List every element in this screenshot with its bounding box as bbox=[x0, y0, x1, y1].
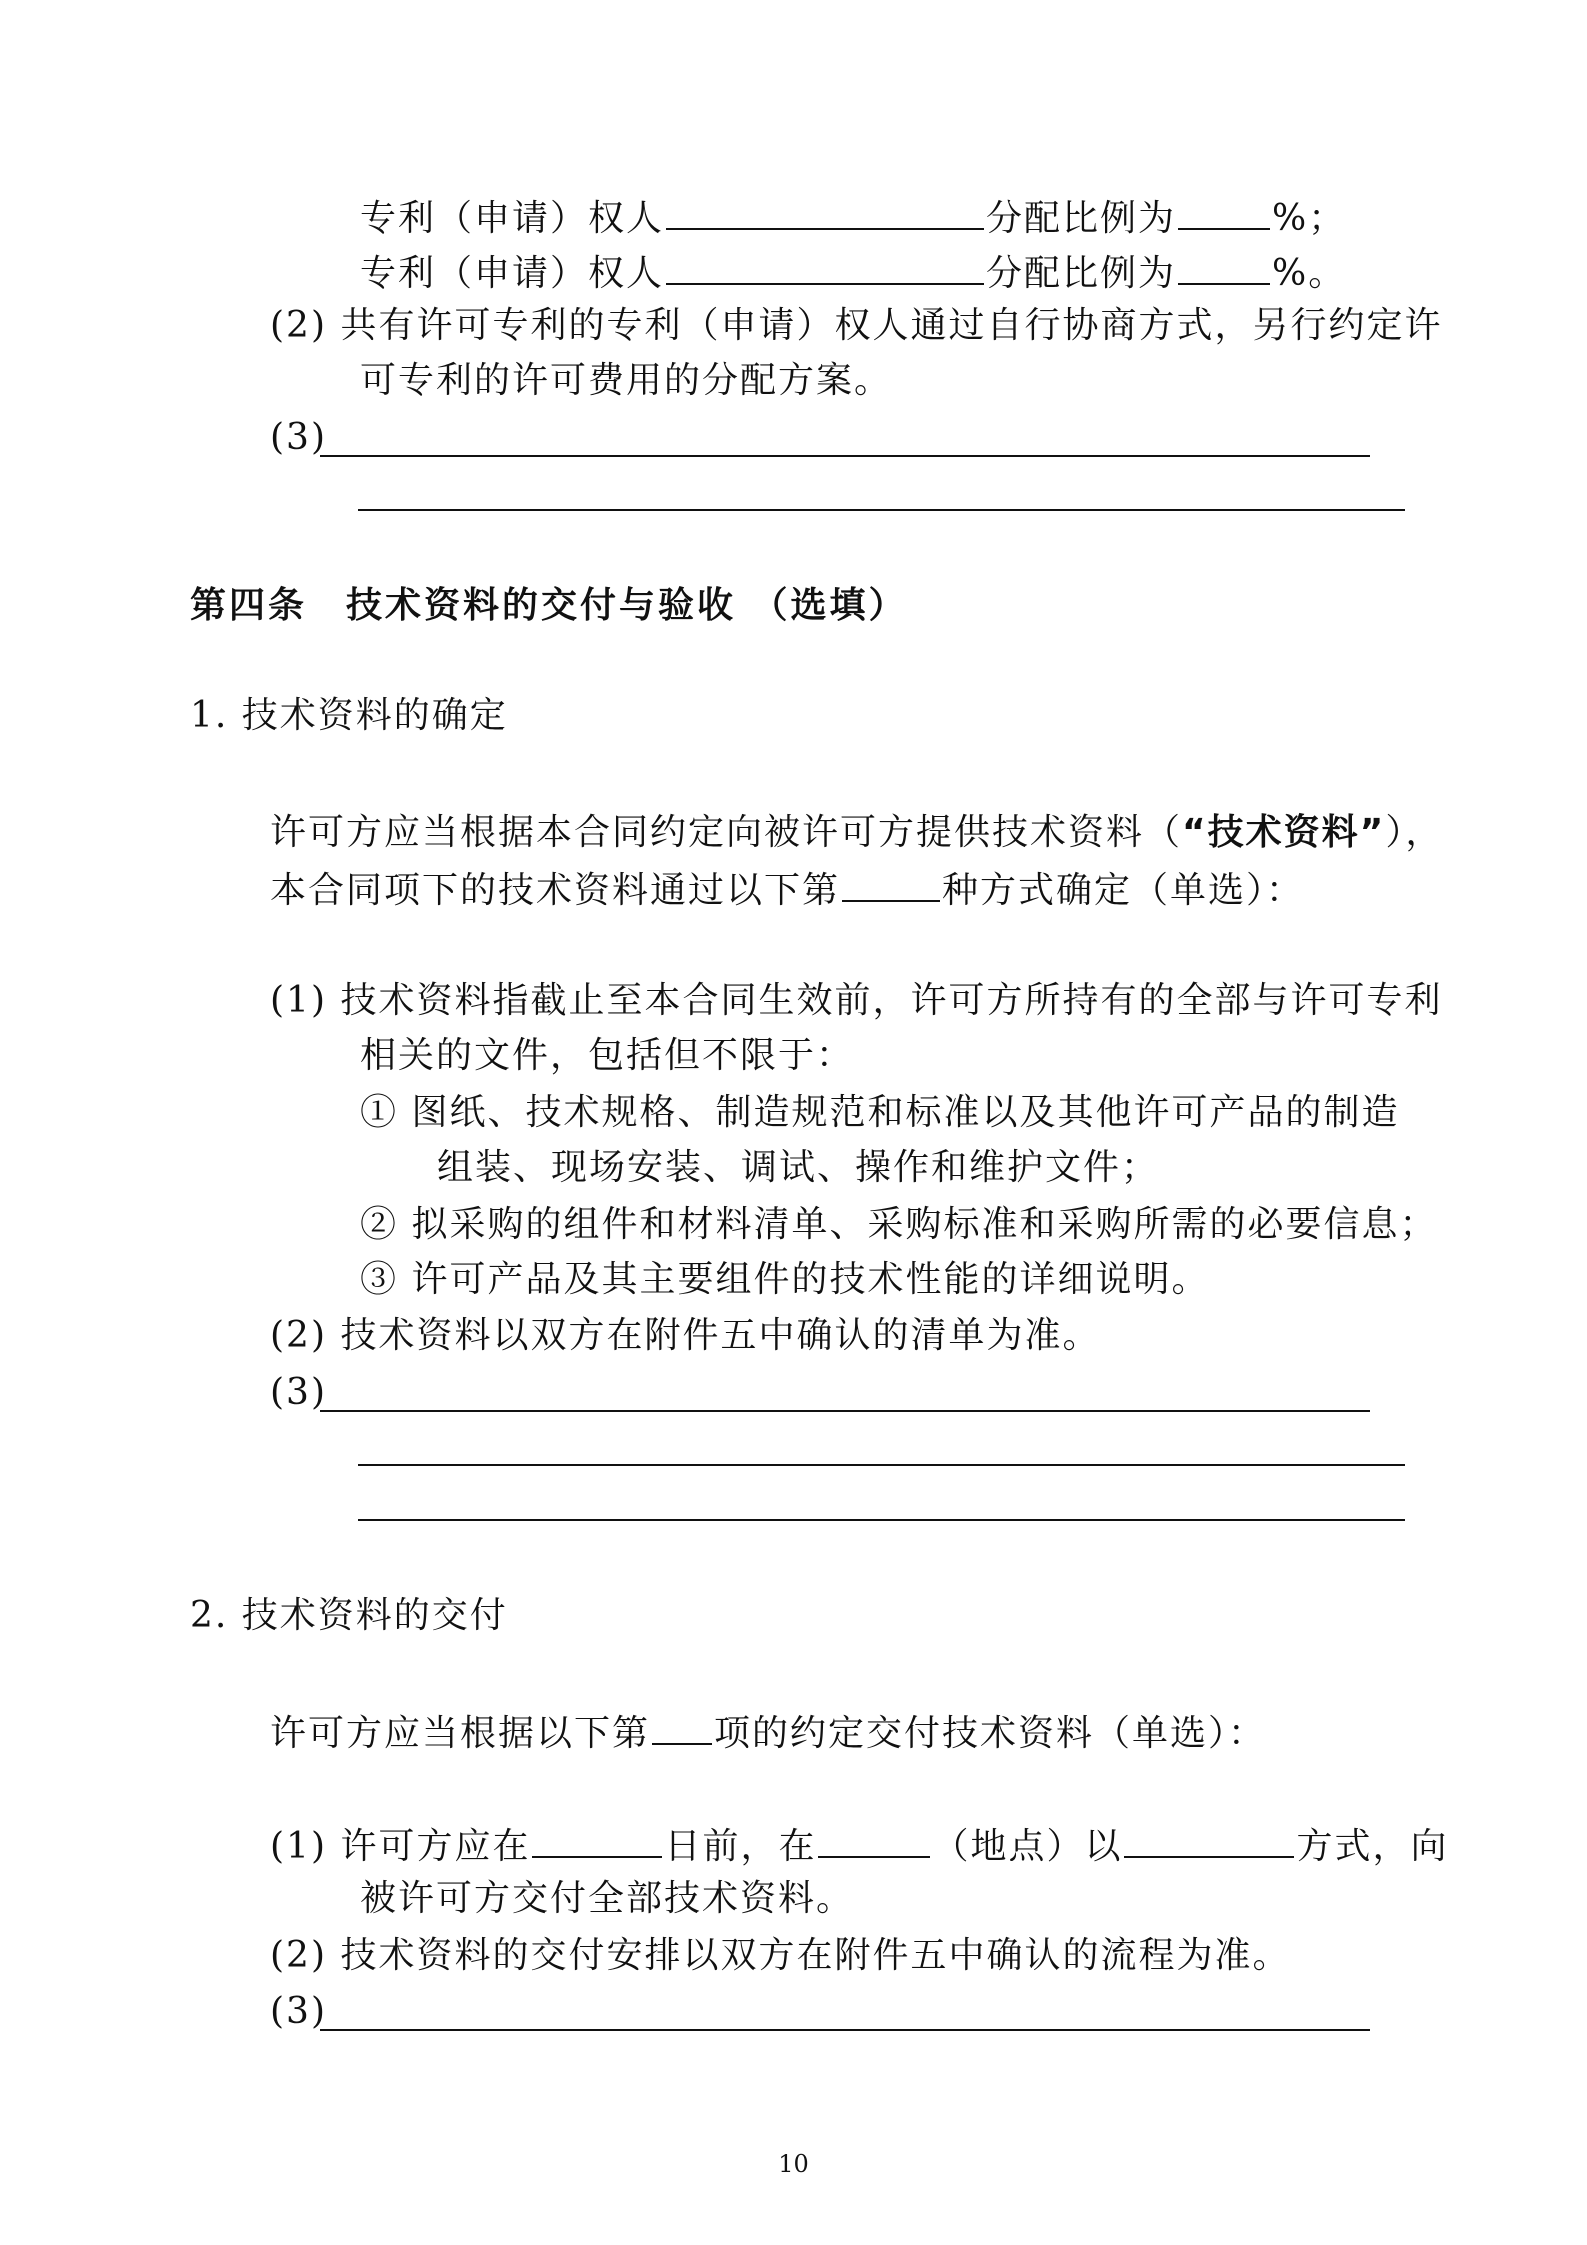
sec1-item3-blank-2[interactable] bbox=[358, 1464, 1405, 1466]
sec1-item2: (2) 技术资料以双方在附件五中确认的清单为准。 bbox=[270, 1315, 1101, 1356]
sec2-item1-line1 bbox=[270, 1818, 1449, 1870]
ratio-label: 分配比例为 bbox=[986, 198, 1177, 239]
date-blank[interactable] bbox=[532, 1818, 662, 1858]
holder-label: 专利（申请）权人 bbox=[360, 198, 665, 239]
top-item2-line1: (2) 共有许可专利的专利（申请）权人通过自行协商方式，另行约定许 bbox=[270, 305, 1443, 346]
location-blank[interactable] bbox=[818, 1818, 930, 1858]
intro-text: 种方式确定（单选）： bbox=[942, 870, 1305, 911]
top-item3-label: (3) bbox=[270, 417, 327, 458]
article4-title: 第四条 技术资料的交付与验收 （选填） bbox=[190, 585, 908, 626]
sec1-item3-blank-1[interactable] bbox=[320, 1410, 1370, 1412]
intro-text: 许可方应当根据以下第 bbox=[270, 1713, 651, 1754]
sec1-intro-line1 bbox=[270, 807, 1443, 859]
top-item3-blank-2[interactable] bbox=[358, 509, 1405, 511]
sec1-item1-line1: (1) 技术资料指截止至本合同生效前，许可方所持有的全部与许可专利 bbox=[270, 980, 1443, 1021]
defined-term: “技术资料” bbox=[1182, 812, 1386, 853]
item-text: 方式，向 bbox=[1296, 1826, 1449, 1867]
sec1-item3-label: (3) bbox=[270, 1372, 327, 1413]
sec1-sub1-line2: 组装、现场安装、调试、操作和维护文件； bbox=[437, 1147, 1160, 1188]
top-item2-line2: 可专利的许可费用的分配方案。 bbox=[360, 360, 893, 401]
method-blank[interactable] bbox=[1124, 1818, 1294, 1858]
percent-end: %。 bbox=[1272, 253, 1347, 294]
holder-line-2 bbox=[360, 245, 1346, 297]
ratio-label: 分配比例为 bbox=[986, 253, 1177, 294]
sec2-item3-blank-1[interactable] bbox=[320, 2029, 1370, 2031]
ratio-blank[interactable] bbox=[1178, 245, 1270, 285]
item-text: 日前，在 bbox=[664, 1826, 817, 1867]
sec1-sub1-line1: ① 图纸、技术规格、制造规范和标准以及其他许可产品的制造 bbox=[360, 1092, 1400, 1133]
ratio-blank[interactable] bbox=[1178, 190, 1270, 230]
sec2-item3-label: (3) bbox=[270, 1991, 327, 2032]
sec1-sub2: ② 拟采购的组件和材料清单、采购标准和采购所需的必要信息； bbox=[360, 1204, 1438, 1245]
top-item3-blank-1[interactable] bbox=[320, 455, 1370, 457]
item-choice-blank[interactable] bbox=[652, 1705, 712, 1745]
page-number: 10 bbox=[778, 2150, 809, 2178]
sec1-item1-line2: 相关的文件，包括但不限于： bbox=[360, 1035, 855, 1076]
sec2-item1-line2: 被许可方交付全部技术资料。 bbox=[360, 1878, 855, 1919]
intro-text: 许可方应当根据本合同约定向被许可方提供技术资料（ bbox=[270, 812, 1183, 853]
intro-text: 本合同项下的技术资料通过以下第 bbox=[270, 870, 841, 911]
sec1-item3-blank-3[interactable] bbox=[358, 1519, 1405, 1521]
sec2-intro bbox=[270, 1705, 1266, 1757]
sec1-sub3: ③ 许可产品及其主要组件的技术性能的详细说明。 bbox=[360, 1259, 1210, 1300]
holder-line-1 bbox=[360, 190, 1346, 242]
percent-end: %； bbox=[1272, 198, 1347, 239]
sec2-heading: 2. 技术资料的交付 bbox=[190, 1595, 508, 1636]
holder-label: 专利（申请）权人 bbox=[360, 253, 665, 294]
sec1-heading: 1. 技术资料的确定 bbox=[190, 695, 508, 736]
method-choice-blank[interactable] bbox=[842, 862, 940, 902]
holder-name-blank[interactable] bbox=[666, 190, 984, 230]
item-text: (1) 许可方应在 bbox=[270, 1826, 531, 1867]
intro-text: ）， bbox=[1385, 812, 1444, 853]
sec2-item2: (2) 技术资料的交付安排以双方在附件五中确认的流程为准。 bbox=[270, 1935, 1291, 1976]
item-text: （地点）以 bbox=[932, 1826, 1123, 1867]
sec1-intro-line2 bbox=[270, 862, 1304, 914]
intro-text: 项的约定交付技术资料（单选）： bbox=[714, 1713, 1267, 1754]
holder-name-blank[interactable] bbox=[666, 245, 984, 285]
